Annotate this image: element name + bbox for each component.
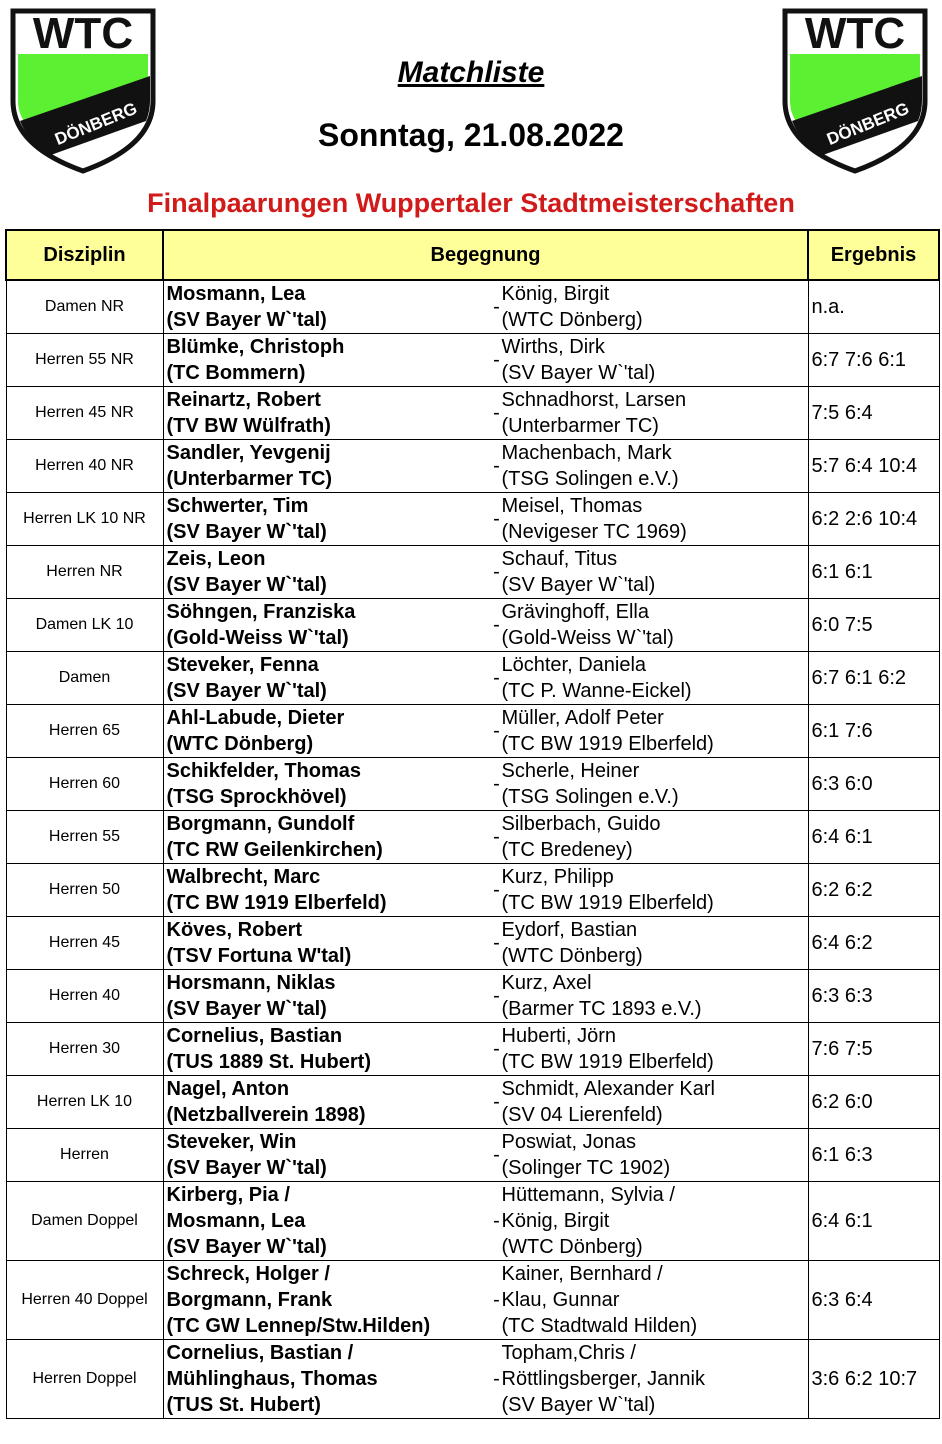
cell-disziplin: Herren 65 (6, 705, 163, 758)
player-home-line: Kirberg, Pia / (166, 1184, 290, 1206)
player-away-line: Klau, Gunnar (501, 1289, 620, 1311)
cell-begegnung (163, 1129, 808, 1182)
player-home (164, 334, 492, 386)
date-heading: Sonntag, 21.08.2022 (318, 117, 624, 153)
player-away-line: (WTC Dönberg) (501, 309, 643, 331)
vs-separator: - (493, 1367, 500, 1390)
vs-separator: - (493, 1090, 500, 1113)
cell-begegnung (163, 599, 808, 652)
player-home-line: (TUS 1889 St. Hubert) (166, 1051, 371, 1073)
cell-ergebnis: 6:7 7:6 6:1 (808, 334, 939, 387)
table-row (6, 1076, 939, 1129)
player-away (502, 281, 808, 333)
player-home-line: Steveker, Win (166, 1131, 297, 1153)
cell-ergebnis: 6:1 6:3 (808, 1129, 939, 1182)
player-home-line: (Gold-Weiss W`'tal) (166, 627, 349, 649)
cell-disziplin: Herren Doppel (6, 1340, 163, 1419)
table-row (6, 917, 939, 970)
cell-ergebnis: 6:2 6:0 (808, 1076, 939, 1129)
player-away-line: (TC P. Wanne-Eickel) (501, 680, 692, 702)
cell-ergebnis: 5:7 6:4 10:4 (808, 440, 939, 493)
player-home-line: Mosmann, Lea (166, 283, 306, 305)
logo-band-text: DÖNBERG (52, 98, 140, 149)
player-away-line: (WTC Dönberg) (501, 945, 643, 967)
player-away-line: Kainer, Bernhard / (501, 1263, 663, 1285)
player-home (164, 281, 492, 333)
subtitle: Finalpaarungen Wuppertaler Stadtmeisterschaften (147, 188, 795, 218)
cell-ergebnis: n.a. (808, 280, 939, 334)
cell-disziplin: Damen LK 10 (6, 599, 163, 652)
player-away (502, 758, 808, 810)
player-away (502, 1023, 808, 1075)
header-disziplin: Disziplin (6, 230, 163, 280)
player-home (164, 758, 492, 810)
cell-begegnung (163, 705, 808, 758)
cell-ergebnis: 6:4 6:1 (808, 811, 939, 864)
player-away-line: (TC BW 1919 Elberfeld) (501, 892, 714, 914)
page-title: Matchliste (397, 56, 545, 89)
player-home-line: Borgmann, Frank (166, 1289, 333, 1311)
vs-separator: - (493, 666, 500, 689)
player-away-line: (Gold-Weiss W`'tal) (501, 627, 674, 649)
player-home-line: (TC Bommern) (166, 362, 306, 384)
player-away-line: Röttlingsberger, Jannik (501, 1368, 705, 1390)
player-away (502, 811, 808, 863)
cell-begegnung (163, 970, 808, 1023)
player-home-line: (TC BW 1919 Elberfeld) (166, 892, 387, 914)
player-home (164, 1261, 492, 1339)
player-away-line: Meisel, Thomas (501, 495, 643, 517)
player-home-line: Nagel, Anton (166, 1078, 290, 1100)
player-home (164, 387, 492, 439)
player-home (164, 705, 492, 757)
player-home-line: Steveker, Fenna (166, 654, 319, 676)
player-home (164, 599, 492, 651)
header-begegnung: Begegnung (163, 230, 808, 280)
player-away-line: (TC BW 1919 Elberfeld) (501, 733, 714, 755)
player-home-line: Schwerter, Tim (166, 495, 309, 517)
cell-ergebnis: 6:3 6:0 (808, 758, 939, 811)
vs-separator: - (493, 1143, 500, 1166)
player-home (164, 1076, 492, 1128)
player-away-line: (SV Bayer W`'tal) (501, 574, 656, 596)
player-away-line: (TSG Solingen e.V.) (501, 786, 679, 808)
player-away (502, 705, 808, 757)
player-home (164, 864, 492, 916)
cell-disziplin: Herren LK 10 NR (6, 493, 163, 546)
player-home-line: Ahl-Labude, Dieter (166, 707, 345, 729)
vs-separator: - (493, 295, 500, 318)
player-home-line: (TSG Sprockhövel) (166, 786, 347, 808)
player-home-line: (TUS St. Hubert) (166, 1394, 321, 1416)
cell-ergebnis: 6:3 6:3 (808, 970, 939, 1023)
player-away (502, 1129, 808, 1181)
cell-begegnung (163, 758, 808, 811)
vs-separator: - (493, 1288, 500, 1311)
player-home-line: (Unterbarmer TC) (166, 468, 333, 490)
player-home-line: Reinartz, Robert (166, 389, 321, 411)
vs-separator: - (493, 984, 500, 1007)
table-header (6, 230, 939, 280)
cell-ergebnis: 7:6 7:5 (808, 1023, 939, 1076)
cell-ergebnis: 6:0 7:5 (808, 599, 939, 652)
player-home (164, 1129, 492, 1181)
cell-begegnung (163, 493, 808, 546)
player-home (164, 440, 492, 492)
player-away-line: Schmidt, Alexander Karl (501, 1078, 715, 1100)
vs-separator: - (493, 825, 500, 848)
player-away-line: (SV Bayer W`'tal) (501, 1394, 656, 1416)
cell-begegnung (163, 280, 808, 334)
player-away (502, 493, 808, 545)
cell-ergebnis: 6:1 7:6 (808, 705, 939, 758)
cell-begegnung (163, 1076, 808, 1129)
player-away-line: Scherle, Heiner (501, 760, 640, 782)
player-away (502, 599, 808, 651)
player-away-line: Silberbach, Guido (501, 813, 661, 835)
table-row (6, 758, 939, 811)
logo-wtc-text: WTC (804, 9, 906, 58)
player-home (164, 970, 492, 1022)
player-home-line: (SV Bayer W`'tal) (166, 574, 327, 596)
player-home-line: Köves, Robert (166, 919, 303, 941)
player-home-line: (TC GW Lennep/Stw.Hilden) (166, 1315, 431, 1337)
cell-disziplin: Damen Doppel (6, 1182, 163, 1261)
player-away (502, 1182, 808, 1260)
table-row (6, 334, 939, 387)
table-row (6, 493, 939, 546)
cell-ergebnis: 7:5 6:4 (808, 387, 939, 440)
player-home-line: Walbrecht, Marc (166, 866, 321, 888)
player-home-line: (SV Bayer W`'tal) (166, 521, 327, 543)
player-away-line: Schauf, Titus (501, 548, 618, 570)
player-home (164, 1340, 492, 1418)
player-home-line: (SV Bayer W`'tal) (166, 1157, 327, 1179)
cell-ergebnis: 6:7 6:1 6:2 (808, 652, 939, 705)
player-home-line: (TC RW Geilenkirchen) (166, 839, 383, 861)
player-home (164, 917, 492, 969)
cell-disziplin: Damen (6, 652, 163, 705)
player-away-line: (Solinger TC 1902) (501, 1157, 671, 1179)
table-body (6, 280, 939, 1419)
cell-disziplin: Herren 55 (6, 811, 163, 864)
table-row (6, 864, 939, 917)
vs-separator: - (493, 931, 500, 954)
table-row (6, 1129, 939, 1182)
table-row (6, 546, 939, 599)
table-row (6, 440, 939, 493)
player-away (502, 652, 808, 704)
cell-disziplin: Herren NR (6, 546, 163, 599)
player-away (502, 334, 808, 386)
cell-begegnung (163, 864, 808, 917)
player-away-line: (TC Bredeney) (501, 839, 633, 861)
player-home (164, 652, 492, 704)
player-away (502, 1261, 808, 1339)
vs-separator: - (493, 1037, 500, 1060)
player-away-line: (SV 04 Lierenfeld) (501, 1104, 663, 1126)
player-away-line: Schnadhorst, Larsen (501, 389, 687, 411)
vs-separator: - (493, 719, 500, 742)
vs-separator: - (493, 560, 500, 583)
cell-begegnung (163, 546, 808, 599)
cell-begegnung (163, 652, 808, 705)
cell-begegnung (163, 387, 808, 440)
cell-disziplin: Herren 40 (6, 970, 163, 1023)
player-away-line: Poswiat, Jonas (501, 1131, 637, 1153)
player-home-line: (Netzballverein 1898) (166, 1104, 366, 1126)
cell-begegnung (163, 1023, 808, 1076)
cell-disziplin: Damen NR (6, 280, 163, 334)
player-away (502, 387, 808, 439)
player-home-line: Cornelius, Bastian / (166, 1342, 354, 1364)
vs-separator: - (493, 507, 500, 530)
match-table (5, 229, 940, 1419)
player-home (164, 546, 492, 598)
player-away-line: König, Birgit (501, 283, 610, 305)
player-home-line: (SV Bayer W`'tal) (166, 1236, 327, 1258)
vs-separator: - (493, 772, 500, 795)
player-away-line: Hüttemann, Sylvia / (501, 1184, 675, 1206)
cell-disziplin: Herren (6, 1129, 163, 1182)
player-away-line: Topham,Chris / (501, 1342, 636, 1364)
cell-disziplin: Herren LK 10 (6, 1076, 163, 1129)
player-home-line: Borgmann, Gundolf (166, 813, 355, 835)
player-home (164, 811, 492, 863)
player-home-line: Sandler, Yevgenij (166, 442, 331, 464)
table-row (6, 652, 939, 705)
cell-disziplin: Herren 40 Doppel (6, 1261, 163, 1340)
cell-ergebnis: 6:2 2:6 10:4 (808, 493, 939, 546)
logo-band-text: DÖNBERG (824, 98, 912, 149)
vs-separator: - (493, 878, 500, 901)
player-home-line: Schikfelder, Thomas (166, 760, 362, 782)
player-away-line: Löchter, Daniela (501, 654, 647, 676)
cell-ergebnis: 6:4 6:1 (808, 1182, 939, 1261)
cell-disziplin: Herren 40 NR (6, 440, 163, 493)
player-home-line: Mühlinghaus, Thomas (166, 1368, 378, 1390)
player-away-line: (TSG Solingen e.V.) (501, 468, 679, 490)
player-away-line: (WTC Dönberg) (501, 1236, 643, 1258)
vs-separator: - (493, 454, 500, 477)
logo-wtc-text: WTC (32, 9, 134, 58)
player-away-line: (TC BW 1919 Elberfeld) (501, 1051, 714, 1073)
header-ergebnis: Ergebnis (808, 230, 939, 280)
cell-begegnung (163, 1261, 808, 1340)
player-home-line: (SV Bayer W`'tal) (166, 309, 327, 331)
player-home-line: Horsmann, Niklas (166, 972, 336, 994)
table-row (6, 599, 939, 652)
player-home-line: Blümke, Christoph (166, 336, 345, 358)
player-away (502, 440, 808, 492)
cell-disziplin: Herren 55 NR (6, 334, 163, 387)
player-away-line: Kurz, Axel (501, 972, 592, 994)
cell-begegnung (163, 1182, 808, 1261)
cell-begegnung (163, 440, 808, 493)
player-away-line: (Barmer TC 1893 e.V.) (501, 998, 702, 1020)
player-away-line: (TC Stadtwald Hilden) (501, 1315, 698, 1337)
player-home-line: (TV BW Wülfrath) (166, 415, 331, 437)
cell-disziplin: Herren 45 (6, 917, 163, 970)
cell-disziplin: Herren 50 (6, 864, 163, 917)
player-home-line: (TSV Fortuna W'tal) (166, 945, 352, 967)
player-away-line: Kurz, Philipp (501, 866, 614, 888)
player-away-line: Eydorf, Bastian (501, 919, 638, 941)
cell-begegnung (163, 917, 808, 970)
cell-begegnung (163, 334, 808, 387)
cell-ergebnis: 3:6 6:2 10:7 (808, 1340, 939, 1419)
cell-begegnung (163, 1340, 808, 1419)
table-row (6, 1261, 939, 1340)
player-away (502, 1076, 808, 1128)
player-away-line: Wirths, Dirk (501, 336, 605, 358)
cell-disziplin: Herren 45 NR (6, 387, 163, 440)
table-row (6, 1340, 939, 1419)
table-row (6, 705, 939, 758)
player-away-line: (Unterbarmer TC) (501, 415, 659, 437)
player-home-line: (SV Bayer W`'tal) (166, 680, 327, 702)
table-row (6, 811, 939, 864)
vs-separator: - (493, 613, 500, 636)
player-away (502, 917, 808, 969)
player-home-line: Söhngen, Franziska (166, 601, 356, 623)
table-row (6, 1023, 939, 1076)
player-home (164, 1023, 492, 1075)
player-away (502, 1340, 808, 1418)
vs-separator: - (493, 1209, 500, 1232)
player-home (164, 493, 492, 545)
player-away (502, 864, 808, 916)
player-home-line: Mosmann, Lea (166, 1210, 306, 1232)
cell-begegnung (163, 811, 808, 864)
player-away-line: Müller, Adolf Peter (501, 707, 664, 729)
player-home (164, 1182, 492, 1260)
cell-disziplin: Herren 30 (6, 1023, 163, 1076)
cell-ergebnis: 6:2 6:2 (808, 864, 939, 917)
player-away-line: Huberti, Jörn (501, 1025, 616, 1047)
player-home-line: Zeis, Leon (166, 548, 266, 570)
player-away-line: König, Birgit (501, 1210, 610, 1232)
player-away (502, 970, 808, 1022)
player-home-line: Schreck, Holger / (166, 1263, 330, 1285)
table-row (6, 970, 939, 1023)
player-away (502, 546, 808, 598)
player-away-line: Machenbach, Mark (501, 442, 672, 464)
player-home-line: (SV Bayer W`'tal) (166, 998, 327, 1020)
cell-ergebnis: 6:3 6:4 (808, 1261, 939, 1340)
player-home-line: Cornelius, Bastian (166, 1025, 343, 1047)
table-row (6, 280, 939, 334)
cell-ergebnis: 6:4 6:2 (808, 917, 939, 970)
player-away-line: Grävinghoff, Ella (501, 601, 649, 623)
cell-ergebnis: 6:1 6:1 (808, 546, 939, 599)
player-home-line: (WTC Dönberg) (166, 733, 314, 755)
vs-separator: - (493, 348, 500, 371)
vs-separator: - (493, 401, 500, 424)
player-away-line: (SV Bayer W`'tal) (501, 362, 656, 384)
table-row (6, 387, 939, 440)
cell-disziplin: Herren 60 (6, 758, 163, 811)
player-away-line: (Nevigeser TC 1969) (501, 521, 687, 543)
table-row (6, 1182, 939, 1261)
